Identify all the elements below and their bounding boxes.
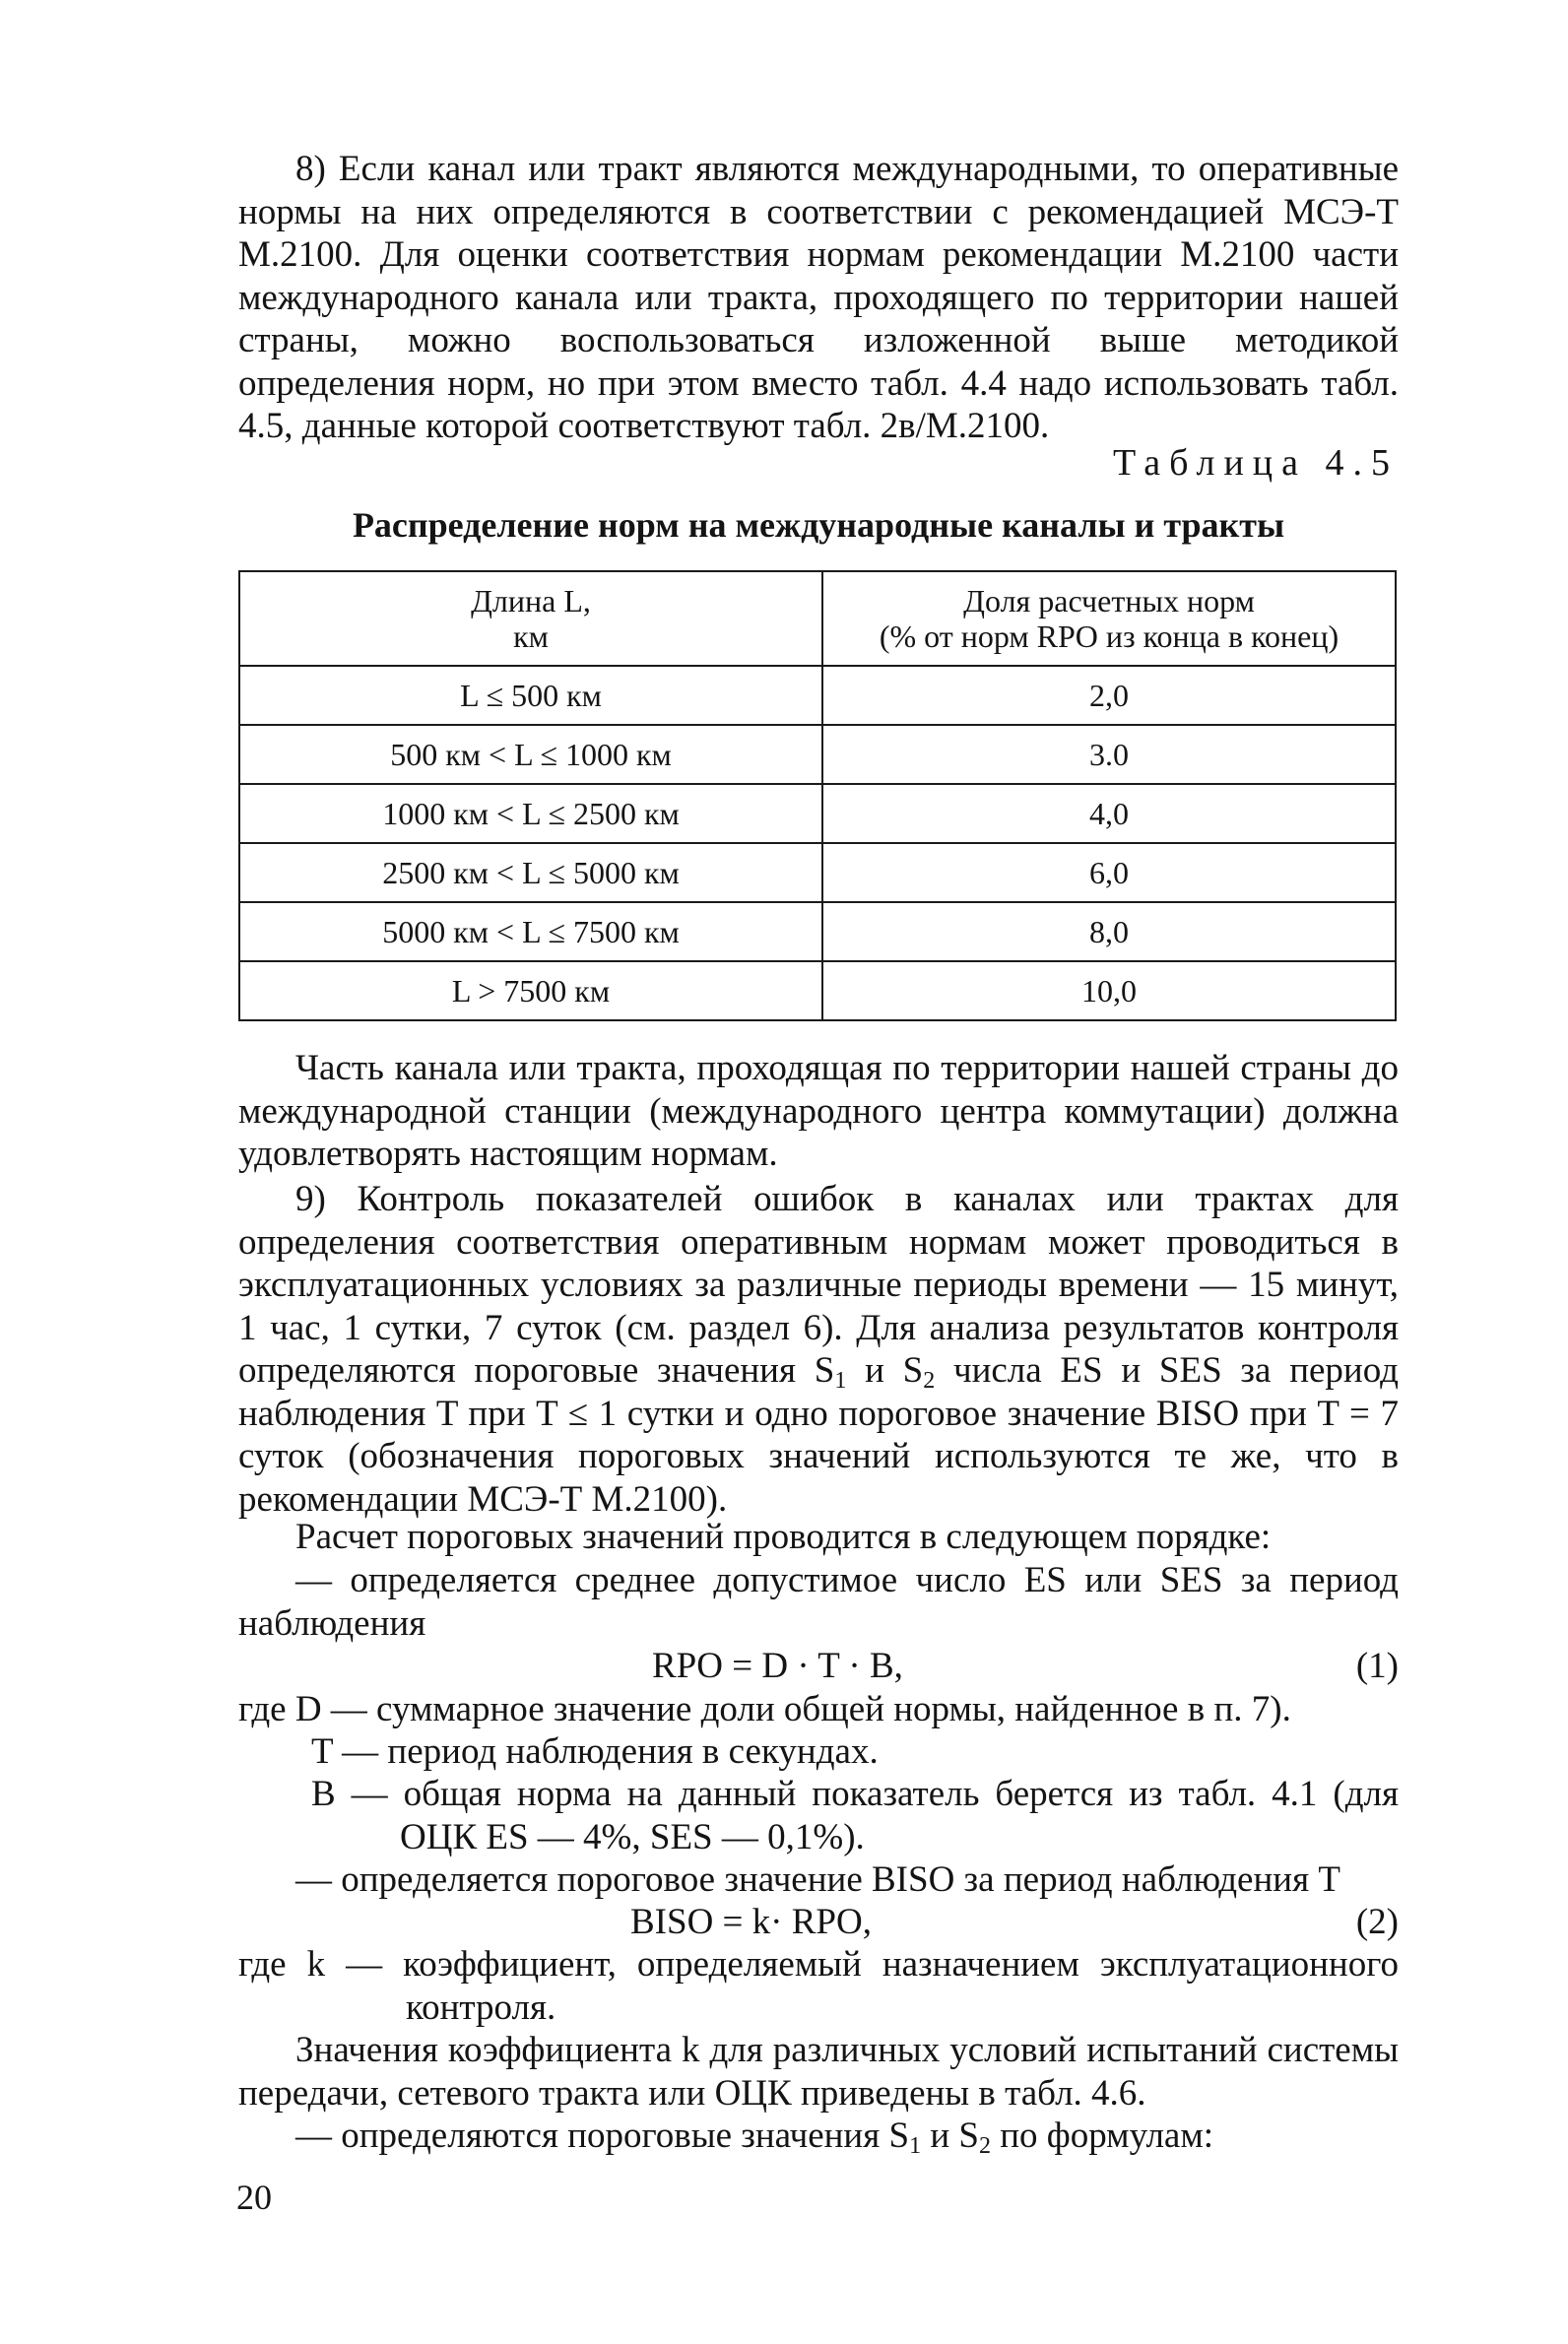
norms-table xyxy=(238,570,1397,1021)
cell-share: 6,0 xyxy=(822,843,1396,902)
subscript-2: 2 xyxy=(923,1368,936,1394)
where-t: T — период наблюдения в секундах. xyxy=(311,1731,879,1772)
step-3-part-c: по формулам: xyxy=(990,2116,1214,2156)
calc-intro: Расчет пороговых значений проводится в следующем порядке: xyxy=(295,1517,1272,1557)
step-3-part-a: — определяются пороговые значения S xyxy=(295,2116,910,2156)
cell-share: 8,0 xyxy=(822,902,1396,961)
cell-share: 3.0 xyxy=(822,725,1396,784)
cell-share: 2,0 xyxy=(822,666,1396,725)
k-values: Значения коэффициента k для различных условий испытаний системы передачи, сетевого тракта или ОЦК приведены в табл. 4.6. xyxy=(238,2030,1399,2114)
header-share-line1: Доля расчетных норм xyxy=(963,583,1255,619)
paragraph-9 xyxy=(238,1178,1399,1521)
cell-share: 10,0 xyxy=(822,961,1396,1020)
header-length-line1: Длина L, xyxy=(471,583,591,619)
cell-length: L ≤ 500 км xyxy=(239,666,822,725)
table-row xyxy=(239,725,1396,784)
subscript-2: 2 xyxy=(978,2133,991,2159)
table-label: Таблица 4.5 xyxy=(1112,442,1399,484)
subscript-1: 1 xyxy=(834,1368,847,1394)
paragraph-9-part-c: числа ES и SES за период наблюдения T при T ≤ 1 сутки и одно пороговое значение BISO при T = 7 суток (обозначения пороговых значений используются те же, что в рекомендации МСЭ-Т М.2100). xyxy=(238,1350,1399,1520)
header-share xyxy=(822,571,1396,666)
table-row xyxy=(239,902,1396,961)
subscript-1: 1 xyxy=(909,2133,922,2159)
table-title: Распределение норм на международные каналы и тракты xyxy=(352,505,1285,545)
table-header-row xyxy=(239,571,1396,666)
where-d: где D — суммарное значение доли общей нормы, найденное в п. 7). xyxy=(238,1689,1291,1729)
formula-1-number: (1) xyxy=(1355,1646,1399,1686)
step-2: — определяется пороговое значение BISO за период наблюдения T xyxy=(295,1859,1340,1900)
where-k: где k — коэффициент, определяемый назначением эксплуатационного контроля. xyxy=(238,1944,1399,2028)
paragraph-9-part-b: и S xyxy=(846,1350,924,1391)
table-row xyxy=(239,666,1396,725)
header-length xyxy=(239,571,822,666)
paragraph-8: 8) Если канал или тракт являются международными, то оперативные нормы на них определяются в соответствии с рекомендацией МСЭ-Т М.2100. Для оценки соответствия нормам рекомендации М.2100 части международного канала или тракта, проходящего по территории нашей страны, можно воспользоваться изложенной выше методикой определения норм, но при этом вместо табл. 4.4 надо использовать табл. 4.5, данные которой соответствуют табл. 2в/М.2100. xyxy=(238,149,1399,446)
table-row xyxy=(239,843,1396,902)
where-b: B — общая норма на данный показатель берется из табл. 4.1 (для ОЦК ES — 4%, SES — 0,1%). xyxy=(311,1774,1399,1857)
cell-share: 4,0 xyxy=(822,784,1396,843)
formula-2: BISO = k· RPO, xyxy=(630,1902,872,1942)
step-1: — определяется среднее допустимое число ES или SES за период наблюдения xyxy=(238,1560,1399,1644)
formula-2-number: (2) xyxy=(1355,1902,1399,1942)
table-row xyxy=(239,961,1396,1020)
cell-length: 1000 км < L ≤ 2500 км xyxy=(239,784,822,843)
table-row xyxy=(239,784,1396,843)
formula-1: RPO = D · T · B, xyxy=(652,1646,903,1686)
cell-length: 2500 км < L ≤ 5000 км xyxy=(239,843,822,902)
paragraph-after-table: Часть канала или тракта, проходящая по территории нашей страны до международной станции (международного центра коммутации) должна удовлетворять настоящим нормам. xyxy=(238,1048,1399,1174)
step-3 xyxy=(238,2115,1399,2158)
cell-length: L > 7500 км xyxy=(239,961,822,1020)
cell-length: 500 км < L ≤ 1000 км xyxy=(239,725,822,784)
header-length-line2: км xyxy=(513,619,549,654)
page-number: 20 xyxy=(236,2178,272,2217)
step-3-part-b: и S xyxy=(921,2116,979,2156)
cell-length: 5000 км < L ≤ 7500 км xyxy=(239,902,822,961)
header-share-line2: (% от норм RPO из конца в конец) xyxy=(879,619,1339,654)
paragraph-9-part-a: 9) Контроль показателей ошибок в каналах или трактах для определения соответствия оперативным нормам может проводиться в эксплуатационных условиях за различные периоды времени — 15 минут, 1 час, 1 сутки, 7 суток (см. раздел 6). Для анализа результатов контроля определяются пороговые значения S xyxy=(238,1179,1399,1391)
